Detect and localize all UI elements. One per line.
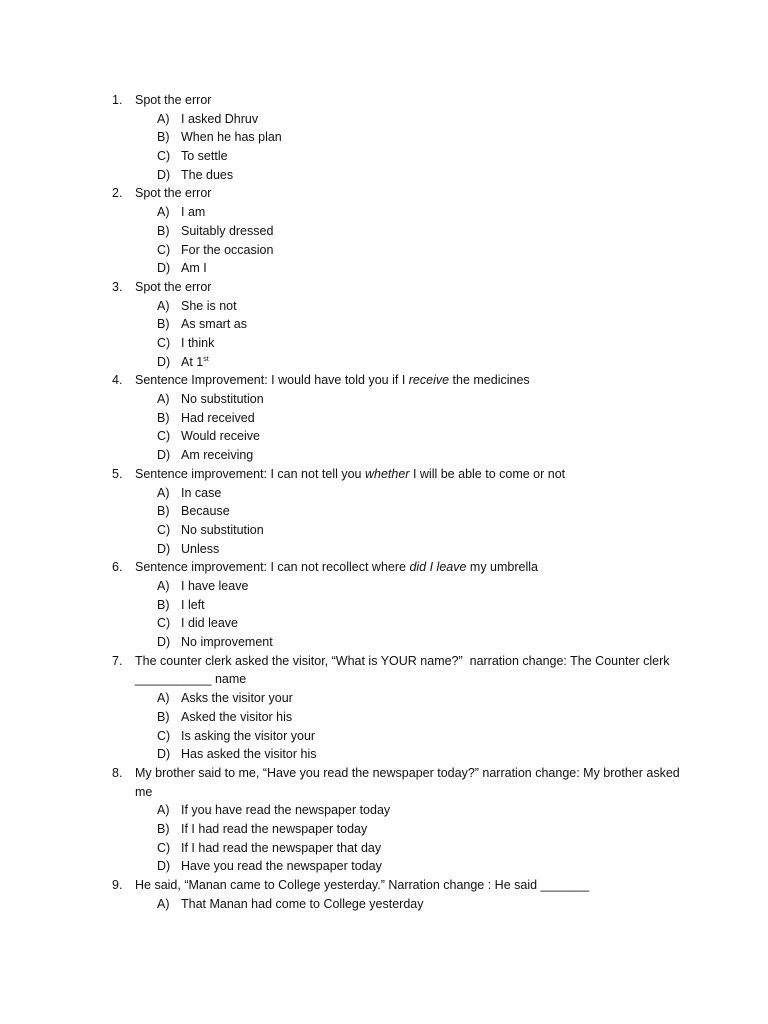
option-text: That Manan had come to College yesterday <box>181 896 424 911</box>
option-letter: D) <box>157 859 171 874</box>
option-text: Is asking the visitor your <box>181 728 316 743</box>
question-list <box>0 91 768 913</box>
option-item <box>0 259 768 278</box>
option-letter: A) <box>157 578 170 593</box>
option-letter: A) <box>157 298 170 313</box>
option-letter: C) <box>157 335 171 350</box>
question-number: 7. <box>112 653 123 668</box>
question-item <box>0 652 768 764</box>
question-item <box>0 465 768 558</box>
option-item <box>0 315 768 334</box>
question-text: Spot the error <box>135 93 212 107</box>
question-text: Spot the error <box>135 279 212 294</box>
option-item <box>0 614 768 633</box>
option-text: I am <box>181 205 206 220</box>
option-letter: A) <box>157 392 170 407</box>
option-letter: D) <box>157 541 171 556</box>
option-text: The dues <box>181 167 234 182</box>
option-text: Asked the visitor his <box>181 709 293 724</box>
option-letter: B) <box>157 410 170 425</box>
question-item <box>0 371 768 464</box>
option-item <box>0 839 768 858</box>
question-text-emphasis: whether <box>365 466 410 481</box>
option-item <box>0 409 768 428</box>
question-item <box>0 558 768 651</box>
option-text: Had received <box>181 410 255 425</box>
option-item <box>0 577 768 596</box>
question-text-before: Sentence improvement: I can not tell you <box>135 466 365 481</box>
option-letter: C) <box>157 242 171 257</box>
question-text <box>135 465 680 484</box>
option-text: I did leave <box>181 616 238 631</box>
option-item <box>0 110 768 129</box>
question-item <box>0 91 768 184</box>
option-text: Has asked the visitor his <box>181 747 317 762</box>
option-text: Because <box>181 504 230 519</box>
option-text: In case <box>181 485 222 500</box>
question-text-before: Sentence improvement: I can not recollect where <box>135 560 410 575</box>
question-number: 3. <box>112 279 123 294</box>
option-letter: A) <box>157 205 170 220</box>
option-text: I asked Dhruv <box>181 111 259 126</box>
option-letter: C) <box>157 429 171 444</box>
option-item <box>0 203 768 222</box>
option-letter: D) <box>157 261 171 276</box>
question-text-after: the medicines <box>449 373 530 388</box>
option-item <box>0 540 768 559</box>
question-text-emphasis: did I leave <box>409 560 467 575</box>
option-item <box>0 502 768 521</box>
option-letter: B) <box>157 317 170 332</box>
option-text: Am receiving <box>181 448 254 463</box>
option-letter: D) <box>157 635 171 650</box>
option-letter: B) <box>157 130 170 145</box>
option-item <box>0 353 768 372</box>
question-text-after: I will be able to come or not <box>409 466 566 481</box>
question-number: 4. <box>112 373 123 388</box>
option-letter: D) <box>157 448 171 463</box>
option-letter: A) <box>157 691 170 706</box>
option-letter: B) <box>157 504 170 519</box>
question-text: He said, “Manan came to College yesterday.” Narration change : He said _______ <box>135 878 590 893</box>
question-number: 2. <box>112 186 123 201</box>
option-text: Would receive <box>181 429 260 444</box>
option-letter: B) <box>157 821 170 836</box>
question-text-emphasis: receive <box>408 373 450 388</box>
option-text: Have you read the newspaper today <box>181 859 382 874</box>
question-item <box>0 764 768 876</box>
question-text-after: my umbrella <box>466 560 538 575</box>
option-text: Suitably dressed <box>181 223 274 238</box>
option-item <box>0 633 768 652</box>
option-text <box>181 353 209 372</box>
question-text <box>135 371 680 390</box>
question-number: 8. <box>112 765 123 780</box>
option-text: No substitution <box>181 392 264 407</box>
question-number: 5. <box>112 466 123 481</box>
option-letter: D) <box>157 747 171 762</box>
option-item <box>0 484 768 503</box>
option-item <box>0 427 768 446</box>
option-item <box>0 745 768 764</box>
option-text: Unless <box>181 541 220 556</box>
option-letter: A) <box>157 111 170 126</box>
question-item <box>0 184 768 277</box>
ordinal-superscript: st <box>203 355 209 363</box>
option-text: If I had read the newspaper today <box>181 821 368 836</box>
option-text: I think <box>181 335 215 350</box>
option-item <box>0 222 768 241</box>
option-letter: B) <box>157 709 170 724</box>
question-number: 6. <box>112 560 123 575</box>
option-text: If you have read the newspaper today <box>181 803 391 818</box>
option-item <box>0 166 768 185</box>
question-text: The counter clerk asked the visitor, “What is YOUR name?” narration change: The Counter clerk ___________ name <box>135 653 673 687</box>
option-text: Asks the visitor your <box>181 691 293 706</box>
option-text: As smart as <box>181 317 247 332</box>
option-item <box>0 147 768 166</box>
option-letter: D) <box>157 354 171 369</box>
option-text-main: At 1 <box>181 354 204 369</box>
option-letter: A) <box>157 896 170 911</box>
option-item <box>0 895 768 914</box>
question-text-before: Sentence Improvement: I would have told you if I <box>135 373 409 388</box>
option-item <box>0 446 768 465</box>
option-text: I have leave <box>181 578 249 593</box>
option-letter: C) <box>157 616 171 631</box>
option-letter: D) <box>157 167 171 182</box>
option-item <box>0 857 768 876</box>
option-letter: C) <box>157 728 171 743</box>
question-text: Spot the error <box>135 186 212 201</box>
option-letter: A) <box>157 485 170 500</box>
option-letter: B) <box>157 223 170 238</box>
option-item <box>0 596 768 615</box>
option-text: No substitution <box>181 522 264 537</box>
option-item <box>0 297 768 316</box>
option-letter: B) <box>157 597 170 612</box>
option-item <box>0 727 768 746</box>
option-text: Am I <box>181 261 207 276</box>
question-item <box>0 876 768 913</box>
option-text: I left <box>181 597 205 612</box>
option-letter: A) <box>157 803 170 818</box>
question-text: My brother said to me, “Have you read the newspaper today?” narration change: My brother asked me <box>135 765 684 799</box>
option-item <box>0 521 768 540</box>
option-text: For the occasion <box>181 242 274 257</box>
option-letter: C) <box>157 522 171 537</box>
option-text: If I had read the newspaper that day <box>181 840 382 855</box>
option-item <box>0 390 768 409</box>
option-text: She is not <box>181 298 237 313</box>
question-number: 1. <box>112 93 123 107</box>
option-item <box>0 689 768 708</box>
option-letter: C) <box>157 149 171 164</box>
question-number: 9. <box>112 878 123 893</box>
option-item <box>0 801 768 820</box>
option-letter: C) <box>157 840 171 855</box>
question-text <box>135 558 680 577</box>
question-item <box>0 278 768 371</box>
option-item <box>0 241 768 260</box>
option-item <box>0 708 768 727</box>
option-text: When he has plan <box>181 130 282 145</box>
option-text: To settle <box>181 149 228 164</box>
option-text: No improvement <box>181 635 273 650</box>
option-item <box>0 128 768 147</box>
option-item <box>0 820 768 839</box>
option-item <box>0 334 768 353</box>
